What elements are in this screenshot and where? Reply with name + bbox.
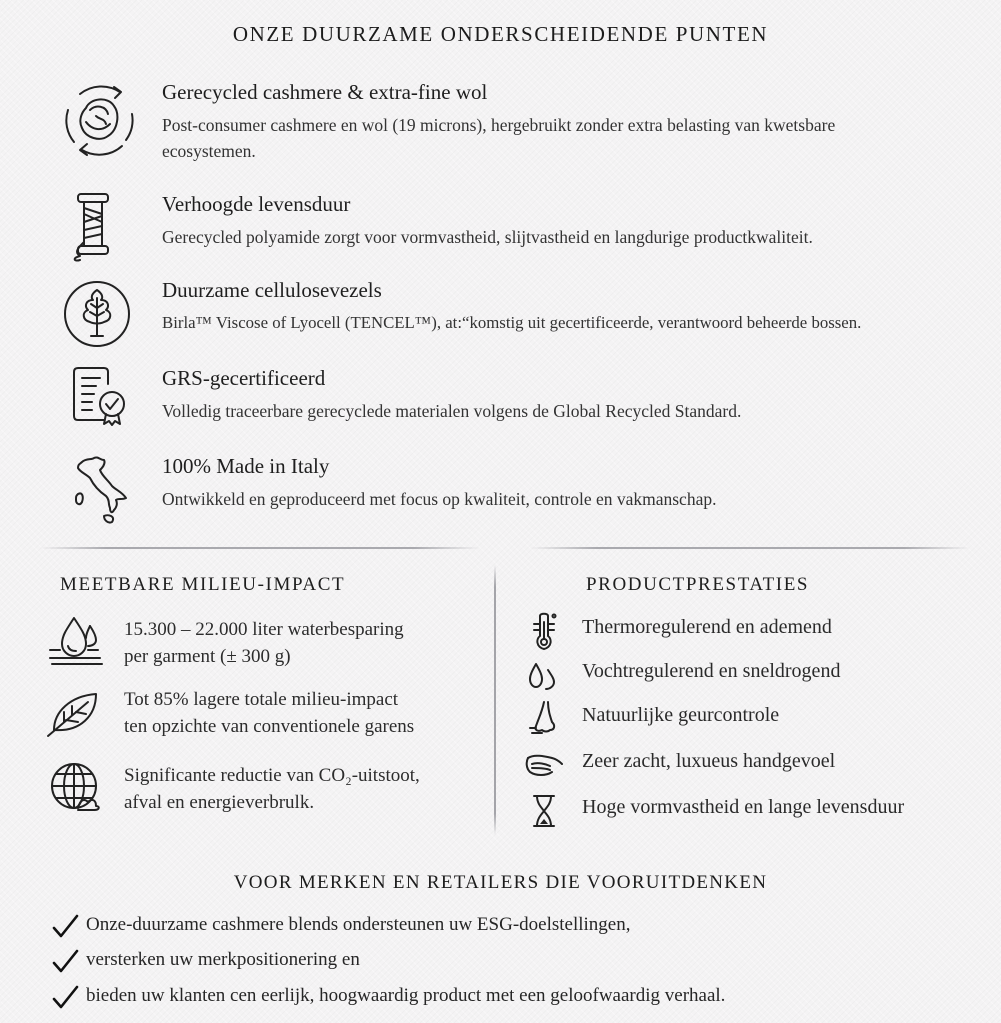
feature-made-in-italy — [60, 454, 990, 534]
leaf-icon — [44, 686, 110, 744]
checkmark-icon — [52, 949, 80, 975]
feature-title: Gerecycled cashmere & extra-fine wol — [162, 80, 488, 104]
checklist-text: versterken uw merkpositionering en — [86, 949, 360, 970]
feature-title: Duurzame cellulosevezels — [162, 278, 382, 302]
nose-icon — [520, 700, 564, 738]
performance-item — [520, 612, 990, 652]
brands-title: VOOR MERKEN EN RETAILERS DIE VOORUITDENKEN — [233, 872, 768, 893]
recycled-wool-icon — [60, 80, 144, 164]
divider-right — [530, 547, 970, 549]
performance-label: Zeer zacht, luxueus handgevoel — [582, 750, 836, 772]
hourglass-icon — [520, 792, 564, 830]
checkmark-icon — [52, 985, 80, 1011]
performance-item — [520, 700, 990, 740]
feature-description: Volledig traceerbare gerecyclede materialen volgens de Global Recycled Standard. — [162, 401, 742, 421]
feature-description: Birla™ Viscose of Lyocell (TENCEL™), at:“komstig uit gecertificeerde, verantwoord beheerde bossen. — [162, 313, 862, 332]
feature-description: Gerecycled polyamide zorgt voor vormvastheid, slijtvastheid en langdurige productkwaliteit. — [162, 227, 813, 247]
impact-item-leaf — [44, 686, 484, 746]
divider-vertical — [494, 565, 496, 835]
performance-item — [520, 746, 990, 786]
performance-label: Thermoregulerend en ademend — [582, 616, 832, 638]
feature-title: 100% Made in Italy — [162, 454, 330, 478]
page-title: ONZE DUURZAME ONDERSCHEIDENDE PUNTEN — [232, 22, 769, 46]
italy-map-icon — [60, 454, 144, 538]
performance-item — [520, 792, 990, 832]
feature-recycled-cashmere — [60, 80, 990, 160]
feature-title: Verhoogde levensduur — [162, 192, 351, 216]
tree-icon — [60, 278, 144, 362]
impact-line-2: ten opzichte van conventionele garens — [124, 716, 415, 737]
performance-title: PRODUCTPRESTATIES — [586, 574, 810, 595]
performance-label: Hoge vormvastheid en lange levensduur — [582, 796, 905, 818]
performance-label: Vochtregulerend en sneldrogend — [582, 660, 841, 682]
drops-icon — [520, 656, 564, 694]
feature-title: GRS-gecertificeerd — [162, 366, 326, 390]
divider-left — [40, 547, 480, 549]
feature-grs — [60, 366, 990, 446]
impact-line-2: afval en energieverbrulk. — [124, 792, 315, 813]
impact-text — [124, 616, 404, 670]
impact-text — [124, 762, 420, 816]
impact-line-1: Tot 85% lagere totale milieu-impact — [124, 689, 399, 710]
feature-longevity — [60, 192, 990, 272]
feature-description: Post-consumer cashmere en wol (19 microns), hergebruikt zonder extra belasting van kwetsbare ecosystemen. — [162, 115, 836, 161]
globe-icon — [44, 762, 110, 820]
hand-icon — [520, 746, 564, 784]
performance-item — [520, 656, 990, 696]
thermometer-icon — [520, 612, 564, 650]
water-drops-icon — [44, 616, 110, 674]
checklist-text: Onze-duurzame cashmere blends ondersteunen uw ESG-doelstellingen, — [86, 914, 631, 935]
checklist-text: bieden uw klanten cen eerlijk, hoogwaardig product met een geloofwaardig verhaal. — [86, 985, 726, 1006]
thread-spool-icon — [60, 192, 144, 276]
impact-item-water — [44, 616, 484, 676]
performance-label: Natuurlijke geurcontrole — [582, 704, 780, 726]
feature-cellulose — [60, 278, 990, 358]
checkmark-icon — [52, 914, 80, 940]
impact-line-1: 15.300 – 22.000 liter waterbesparing — [124, 619, 404, 640]
impact-text — [124, 686, 414, 740]
impact-line-1: Significante reductie van CO₂-uitstoot, — [124, 765, 420, 786]
certificate-icon — [60, 366, 144, 450]
feature-description: Ontwikkeld en geproduceerd met focus op kwaliteit, controle en vakmanschap. — [162, 489, 717, 509]
impact-item-co2 — [44, 762, 484, 822]
impact-line-2: per garment (± 300 g) — [124, 646, 291, 667]
impact-title: MEETBARE MILIEU-IMPACT — [60, 574, 346, 595]
